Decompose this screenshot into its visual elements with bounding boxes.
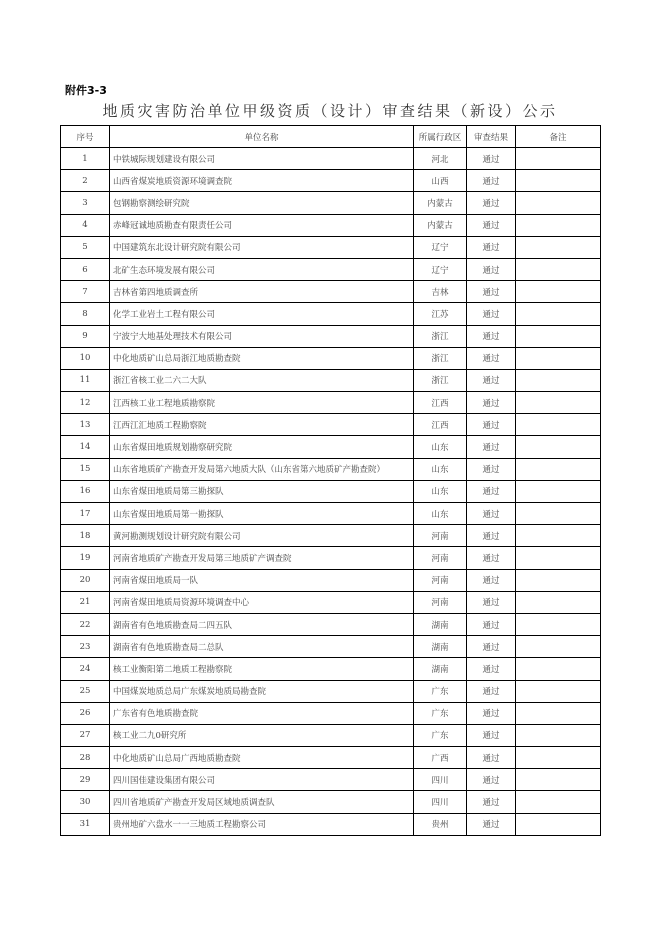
region: 河南 <box>414 591 467 613</box>
results-table <box>60 125 601 836</box>
note <box>516 480 601 502</box>
row-number: 18 <box>61 525 110 547</box>
region: 江西 <box>414 392 467 414</box>
region: 山东 <box>414 436 467 458</box>
review-result: 通过 <box>467 680 516 702</box>
table-row <box>61 392 601 414</box>
note <box>516 236 601 258</box>
note <box>516 680 601 702</box>
unit-name: 山东省煤田地质规划勘察研究院 <box>110 436 414 458</box>
row-number: 16 <box>61 480 110 502</box>
table-row <box>61 680 601 702</box>
note <box>516 636 601 658</box>
row-number: 24 <box>61 658 110 680</box>
row-number: 14 <box>61 436 110 458</box>
region: 浙江 <box>414 325 467 347</box>
column-header-result: 审查结果 <box>467 126 516 148</box>
note <box>516 303 601 325</box>
note <box>516 414 601 436</box>
region: 广东 <box>414 724 467 746</box>
unit-name: 江西江汇地质工程勘察院 <box>110 414 414 436</box>
unit-name: 北矿生态环境发展有限公司 <box>110 258 414 280</box>
row-number: 30 <box>61 791 110 813</box>
row-number: 27 <box>61 724 110 746</box>
row-number: 12 <box>61 392 110 414</box>
review-result: 通过 <box>467 547 516 569</box>
region: 辽宁 <box>414 258 467 280</box>
note <box>516 436 601 458</box>
note <box>516 214 601 236</box>
unit-name: 核工业二九0研究所 <box>110 724 414 746</box>
row-number: 13 <box>61 414 110 436</box>
note <box>516 724 601 746</box>
table-row <box>61 636 601 658</box>
note <box>516 569 601 591</box>
note <box>516 702 601 724</box>
column-header-region: 所属行政区 <box>414 126 467 148</box>
table-row <box>61 281 601 303</box>
column-header-seq: 序号 <box>61 126 110 148</box>
row-number: 8 <box>61 303 110 325</box>
table-header-row <box>61 126 601 148</box>
unit-name: 河南省地质矿产勘查开发局第三地质矿产调查院 <box>110 547 414 569</box>
row-number: 2 <box>61 170 110 192</box>
unit-name: 山东省地质矿产勘查开发局第六地质大队（山东省第六地质矿产勘查院） <box>110 458 414 480</box>
review-result: 通过 <box>467 414 516 436</box>
review-result: 通过 <box>467 347 516 369</box>
note <box>516 458 601 480</box>
review-result: 通过 <box>467 369 516 391</box>
region: 湖南 <box>414 636 467 658</box>
unit-name: 山西省煤炭地质资源环境调查院 <box>110 170 414 192</box>
table-row <box>61 192 601 214</box>
table-row <box>61 148 601 170</box>
review-result: 通过 <box>467 436 516 458</box>
review-result: 通过 <box>467 392 516 414</box>
review-result: 通过 <box>467 724 516 746</box>
column-header-name: 单位名称 <box>110 126 414 148</box>
table-row <box>61 547 601 569</box>
unit-name: 中化地质矿山总局广西地质勘查院 <box>110 747 414 769</box>
column-header-note: 备注 <box>516 126 601 148</box>
review-result: 通过 <box>467 325 516 347</box>
table-row <box>61 325 601 347</box>
unit-name: 贵州地矿六盘水一一三地质工程勘察公司 <box>110 813 414 835</box>
unit-name: 山东省煤田地质局第三勘探队 <box>110 480 414 502</box>
unit-name: 中化地质矿山总局浙江地质勘查院 <box>110 347 414 369</box>
review-result: 通过 <box>467 281 516 303</box>
note <box>516 503 601 525</box>
row-number: 26 <box>61 702 110 724</box>
unit-name: 核工业衡阳第二地质工程勘察院 <box>110 658 414 680</box>
region: 浙江 <box>414 369 467 391</box>
region: 江西 <box>414 414 467 436</box>
review-result: 通过 <box>467 480 516 502</box>
note <box>516 769 601 791</box>
region: 河南 <box>414 569 467 591</box>
review-result: 通过 <box>467 170 516 192</box>
region: 广东 <box>414 680 467 702</box>
unit-name: 山东省煤田地质局第一勘探队 <box>110 503 414 525</box>
region: 四川 <box>414 791 467 813</box>
unit-name: 四川国佳建设集团有限公司 <box>110 769 414 791</box>
unit-name: 化学工业岩土工程有限公司 <box>110 303 414 325</box>
unit-name: 中国建筑东北设计研究院有限公司 <box>110 236 414 258</box>
region: 河南 <box>414 547 467 569</box>
table-row <box>61 503 601 525</box>
note <box>516 525 601 547</box>
note <box>516 258 601 280</box>
unit-name: 吉林省第四地质调查所 <box>110 281 414 303</box>
attachment-label: 附件3-3 <box>65 84 107 97</box>
table-row <box>61 236 601 258</box>
note <box>516 547 601 569</box>
review-result: 通过 <box>467 236 516 258</box>
region: 四川 <box>414 769 467 791</box>
table-row <box>61 569 601 591</box>
review-result: 通过 <box>467 747 516 769</box>
note <box>516 325 601 347</box>
region: 湖南 <box>414 658 467 680</box>
table-row <box>61 170 601 192</box>
region: 江苏 <box>414 303 467 325</box>
unit-name: 广东省有色地质勘查院 <box>110 702 414 724</box>
review-result: 通过 <box>467 258 516 280</box>
note <box>516 613 601 635</box>
note <box>516 591 601 613</box>
review-result: 通过 <box>467 591 516 613</box>
row-number: 11 <box>61 369 110 391</box>
row-number: 15 <box>61 458 110 480</box>
row-number: 4 <box>61 214 110 236</box>
region: 广东 <box>414 702 467 724</box>
unit-name: 河南省煤田地质局一队 <box>110 569 414 591</box>
note <box>516 192 601 214</box>
document-title: 地质灾害防治单位甲级资质（设计）审查结果（新设）公示 <box>102 102 558 120</box>
review-result: 通过 <box>467 769 516 791</box>
unit-name: 河南省煤田地质局资源环境调查中心 <box>110 591 414 613</box>
unit-name: 湖南省有色地质勘查局二四五队 <box>110 613 414 635</box>
review-result: 通过 <box>467 569 516 591</box>
row-number: 28 <box>61 747 110 769</box>
unit-name: 中国煤炭地质总局广东煤炭地质局勘查院 <box>110 680 414 702</box>
review-result: 通过 <box>467 214 516 236</box>
row-number: 29 <box>61 769 110 791</box>
table-row <box>61 458 601 480</box>
note <box>516 392 601 414</box>
region: 广西 <box>414 747 467 769</box>
row-number: 21 <box>61 591 110 613</box>
region: 贵州 <box>414 813 467 835</box>
region: 山西 <box>414 170 467 192</box>
table-row <box>61 214 601 236</box>
table-row <box>61 591 601 613</box>
row-number: 31 <box>61 813 110 835</box>
region: 山东 <box>414 480 467 502</box>
unit-name: 中铁城际规划建设有限公司 <box>110 148 414 170</box>
review-result: 通过 <box>467 458 516 480</box>
review-result: 通过 <box>467 525 516 547</box>
table-row <box>61 791 601 813</box>
unit-name: 宁波宁大地基处理技术有限公司 <box>110 325 414 347</box>
table-row <box>61 347 601 369</box>
table-row <box>61 613 601 635</box>
row-number: 23 <box>61 636 110 658</box>
note <box>516 747 601 769</box>
note <box>516 369 601 391</box>
note <box>516 791 601 813</box>
review-result: 通过 <box>467 303 516 325</box>
note <box>516 347 601 369</box>
region: 辽宁 <box>414 236 467 258</box>
row-number: 22 <box>61 613 110 635</box>
note <box>516 148 601 170</box>
region: 吉林 <box>414 281 467 303</box>
table-row <box>61 480 601 502</box>
row-number: 1 <box>61 148 110 170</box>
note <box>516 813 601 835</box>
region: 内蒙古 <box>414 214 467 236</box>
row-number: 10 <box>61 347 110 369</box>
row-number: 5 <box>61 236 110 258</box>
review-result: 通过 <box>467 791 516 813</box>
note <box>516 170 601 192</box>
region: 内蒙古 <box>414 192 467 214</box>
review-result: 通过 <box>467 658 516 680</box>
review-result: 通过 <box>467 613 516 635</box>
row-number: 7 <box>61 281 110 303</box>
table-row <box>61 702 601 724</box>
unit-name: 四川省地质矿产勘查开发局区域地质调查队 <box>110 791 414 813</box>
note <box>516 281 601 303</box>
region: 湖南 <box>414 613 467 635</box>
unit-name: 黄河勘测规划设计研究院有限公司 <box>110 525 414 547</box>
unit-name: 湖南省有色地质勘查局二总队 <box>110 636 414 658</box>
table-row <box>61 303 601 325</box>
row-number: 17 <box>61 503 110 525</box>
table-row <box>61 813 601 835</box>
region: 浙江 <box>414 347 467 369</box>
row-number: 3 <box>61 192 110 214</box>
table-row <box>61 525 601 547</box>
table-row <box>61 658 601 680</box>
region: 山东 <box>414 458 467 480</box>
region: 河北 <box>414 148 467 170</box>
row-number: 19 <box>61 547 110 569</box>
table-row <box>61 724 601 746</box>
table-row <box>61 769 601 791</box>
row-number: 6 <box>61 258 110 280</box>
row-number: 20 <box>61 569 110 591</box>
review-result: 通过 <box>467 636 516 658</box>
review-result: 通过 <box>467 192 516 214</box>
unit-name: 浙江省核工业二六二大队 <box>110 369 414 391</box>
row-number: 25 <box>61 680 110 702</box>
review-result: 通过 <box>467 503 516 525</box>
unit-name: 赤峰冠诚地质勘查有限责任公司 <box>110 214 414 236</box>
review-result: 通过 <box>467 148 516 170</box>
region: 山东 <box>414 503 467 525</box>
review-result: 通过 <box>467 813 516 835</box>
note <box>516 658 601 680</box>
unit-name: 江西核工业工程地质勘察院 <box>110 392 414 414</box>
table-row <box>61 436 601 458</box>
row-number: 9 <box>61 325 110 347</box>
table-row <box>61 258 601 280</box>
unit-name: 包钢勘察测绘研究院 <box>110 192 414 214</box>
table-row <box>61 747 601 769</box>
review-result: 通过 <box>467 702 516 724</box>
table-row <box>61 414 601 436</box>
table-row <box>61 369 601 391</box>
region: 河南 <box>414 525 467 547</box>
